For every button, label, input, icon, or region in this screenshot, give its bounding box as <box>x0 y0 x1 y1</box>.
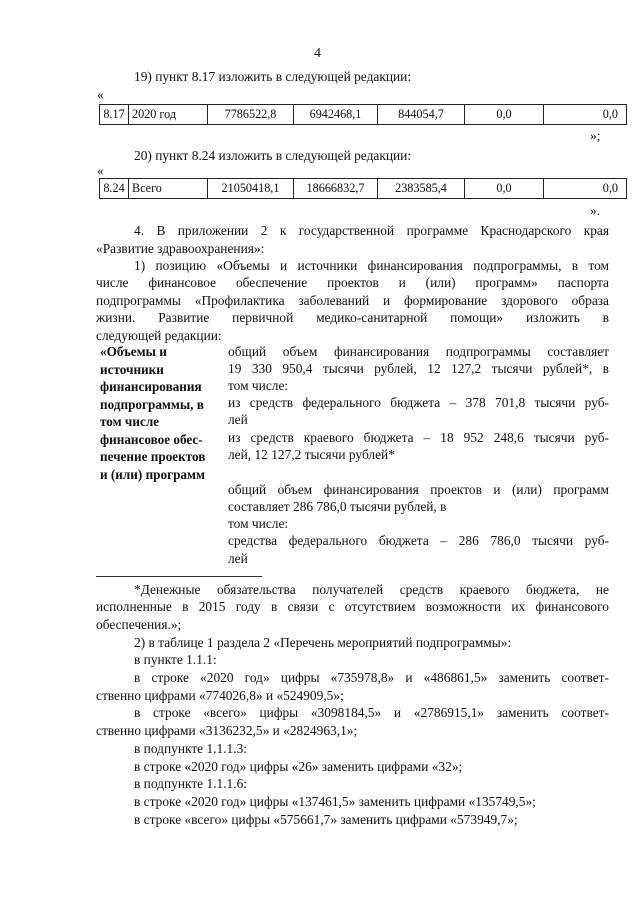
item19-close: »; <box>590 128 601 143</box>
label-line: том числе <box>100 414 160 429</box>
section2-line-9: в подпункте 1.1.1.6: <box>134 776 248 791</box>
table-row <box>100 105 627 125</box>
content-line: составляет 286 786,0 тысячи рублей, в <box>228 499 447 514</box>
section2-line-2: в пункте 1.1.1: <box>134 652 217 667</box>
label-line: «Объемы и <box>100 344 167 359</box>
section4-line-5: подпрограммы «Профилактика заболеваний и формирование здорового образа <box>96 293 609 308</box>
section2-line-11: в строке «всего» цифры «575661,7» заменить цифрами «573949,7»; <box>134 812 518 827</box>
content-line: том числе: <box>228 378 289 393</box>
item19-table <box>99 104 627 125</box>
section2-line-3: в строке «2020 год» цифры «735978,8» и «486861,5» заменить соответ- <box>134 670 609 685</box>
content-line: средства федерального бюджета – 286 786,0 тысячи руб- <box>228 533 609 548</box>
label-line: финансовое обес- <box>100 431 203 447</box>
content-line: из средств федерального бюджета – 378 701,8 тысячи руб- <box>228 395 609 410</box>
section4-line-7: следующей редакции: <box>96 328 222 343</box>
label-line: и (или) программ <box>100 466 205 482</box>
cell-total: 7786522,8 <box>208 105 294 125</box>
section4-line-6: жизни. Развитие первичной медико-санитарной помощи» изложить в <box>96 310 609 325</box>
item20-table <box>99 178 627 199</box>
footnote-line-1: *Денежные обязательства получателей средств краевого бюджета, не <box>134 582 609 597</box>
content-line: из средств краевого бюджета – 18 952 248,6 тысячи руб- <box>228 430 609 445</box>
content-line: том числе: <box>228 516 289 531</box>
label-line: финансирования <box>100 379 202 394</box>
footnote-rule <box>96 576 262 577</box>
cell-period: Всего <box>129 179 208 199</box>
content-line: лей <box>228 551 248 566</box>
footnote-line-3: обеспечения.»; <box>96 617 182 632</box>
passport-label <box>100 343 223 483</box>
table-row <box>100 179 627 199</box>
section2-line-5: в строке «всего» цифры «3098184,5» и «2786915,1» заменить соответ- <box>134 705 609 720</box>
cell-other: 0,0 <box>544 105 627 125</box>
section2-line-6: ственно цифрами «3136232,5» и «2824963,1»; <box>96 723 358 738</box>
cell-code: 8.17 <box>100 105 129 125</box>
section4-line-2: «Развитие здравоохранения»: <box>96 241 265 256</box>
page-number: 4 <box>314 46 321 61</box>
label-line: источники <box>100 361 164 377</box>
cell-code: 8.24 <box>100 179 129 199</box>
section2-line-1: 2) в таблице 1 раздела 2 «Перечень мероприятий подпрограммы»: <box>134 635 512 650</box>
cell-total: 21050418,1 <box>208 179 294 199</box>
cell-other: 0,0 <box>544 179 627 199</box>
section2-line-8: в строке «2020 год» цифры «26» заменить цифрами «32»; <box>134 759 463 774</box>
cell-local: 0,0 <box>465 179 544 199</box>
item19-open-quote: « <box>97 87 104 102</box>
label-line: печение проектов <box>100 449 206 464</box>
item20-close: ». <box>590 203 601 218</box>
content-line: общий объем финансирования проектов и (или) программ <box>228 482 609 497</box>
content-line: общий объем финансирования подпрограммы составляет <box>228 344 609 359</box>
footnote-line-2: исполненные в 2015 году в связи с отсутствием возможности их финансового <box>96 599 609 614</box>
item20-open-quote: « <box>97 163 104 178</box>
section2-line-7: в подпункте 1.1.1.3: <box>134 741 248 756</box>
cell-period: 2020 год <box>129 105 208 125</box>
cell-local: 0,0 <box>465 105 544 125</box>
section4-line-4: числе финансовое обеспечение проектов и (или) программ» паспорта <box>96 275 609 290</box>
cell-federal: 6942468,1 <box>294 105 378 125</box>
content-line: 19 330 950,4 тысячи рублей, 12 127,2 тысячи рублей*, в <box>228 361 609 376</box>
section4-line-3: 1) позицию «Объемы и источники финансирования подпрограммы, в том <box>134 258 609 273</box>
item20-intro: 20) пункт 8.24 изложить в следующей редакции: <box>134 148 412 163</box>
cell-federal: 18666832,7 <box>294 179 378 199</box>
label-line: подпрограммы, в <box>100 396 204 412</box>
content-line: лей, 12 127,2 тысячи рублей* <box>228 447 395 462</box>
cell-regional: 844054,7 <box>378 105 465 125</box>
section2-line-10: в строке «2020 год» цифры «137461,5» заменить цифрами «135749,5»; <box>134 794 536 809</box>
section2-line-4: ственно цифрами «774026,8» и «524909,5»; <box>96 688 344 703</box>
content-line: лей <box>228 412 248 427</box>
item19-intro: 19) пункт 8.17 изложить в следующей редакции: <box>134 69 412 84</box>
cell-regional: 2383585,4 <box>378 179 465 199</box>
section4-line-1: 4. В приложении 2 к государственной программе Краснодарского края <box>134 223 609 238</box>
